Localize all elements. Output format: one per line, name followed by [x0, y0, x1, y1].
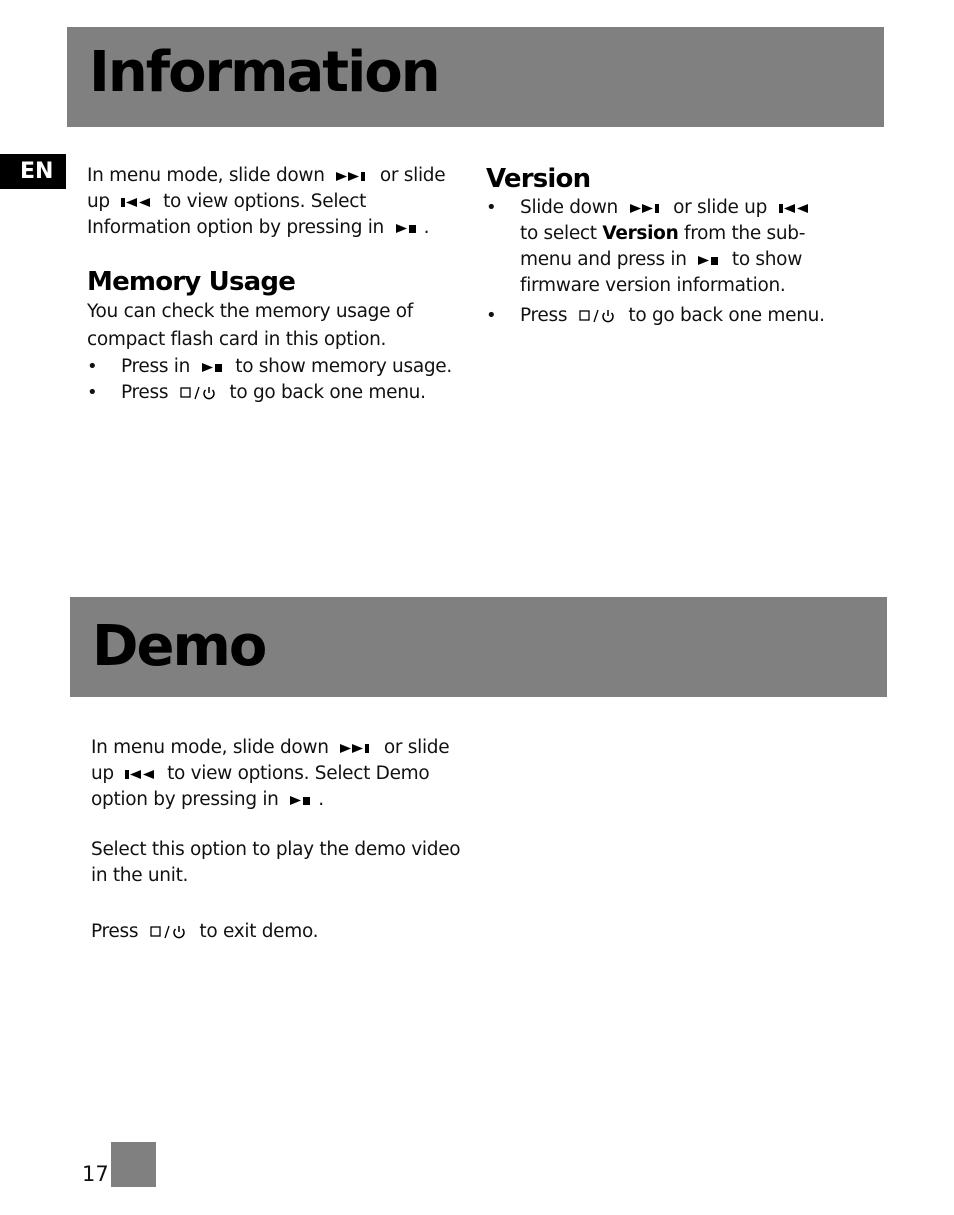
- information-title: Information: [89, 40, 439, 105]
- page-corner-tab: [111, 1142, 156, 1187]
- demo-exit-instruction: Press to exit demo.: [91, 921, 319, 942]
- skip-back-icon: [125, 769, 155, 780]
- page-number: 17: [82, 1162, 109, 1186]
- information-left-column: [87, 163, 457, 406]
- play-pause-icon: [290, 795, 312, 806]
- play-pause-icon: [698, 255, 720, 266]
- demo-column: [91, 735, 471, 945]
- stop-power-icon: [150, 924, 188, 940]
- list-item: • Press to go back one menu.: [87, 380, 457, 406]
- memory-usage-heading: Memory Usage: [87, 267, 296, 297]
- skip-back-icon: [779, 203, 809, 214]
- demo-banner: [70, 597, 887, 697]
- information-right-column: [486, 163, 836, 329]
- play-pause-icon: [396, 223, 418, 234]
- memory-usage-description: You can check the memory usage of compact flash card in this option.: [87, 301, 413, 350]
- stop-power-icon: [180, 385, 218, 401]
- version-list: [486, 195, 836, 329]
- version-heading: Version: [486, 164, 591, 194]
- memory-usage-list: [87, 354, 457, 406]
- skip-forward-icon: [340, 743, 372, 754]
- skip-forward-icon: [630, 203, 662, 214]
- information-intro: In menu mode, slide down or slide up to view options. Select Information option by pressing in .: [87, 165, 446, 238]
- list-item: • Press to go back one menu.: [486, 303, 836, 329]
- information-banner: [67, 27, 884, 127]
- demo-description: Select this option to play the demo video in the unit.: [91, 839, 461, 886]
- stop-power-icon: [579, 308, 617, 324]
- demo-title: Demo: [92, 614, 266, 679]
- demo-intro: In menu mode, slide down or slide up to view options. Select Demo option by pressing in .: [91, 737, 450, 810]
- skip-back-icon: [121, 197, 151, 208]
- list-item: • Slide down or slide up to select Version from the sub-menu and press in to show firmware version information.: [486, 195, 836, 299]
- list-item: • Press in to show memory usage.: [87, 354, 457, 380]
- play-pause-icon: [202, 362, 224, 373]
- skip-forward-icon: [336, 171, 368, 182]
- language-tab-en: EN: [0, 154, 66, 189]
